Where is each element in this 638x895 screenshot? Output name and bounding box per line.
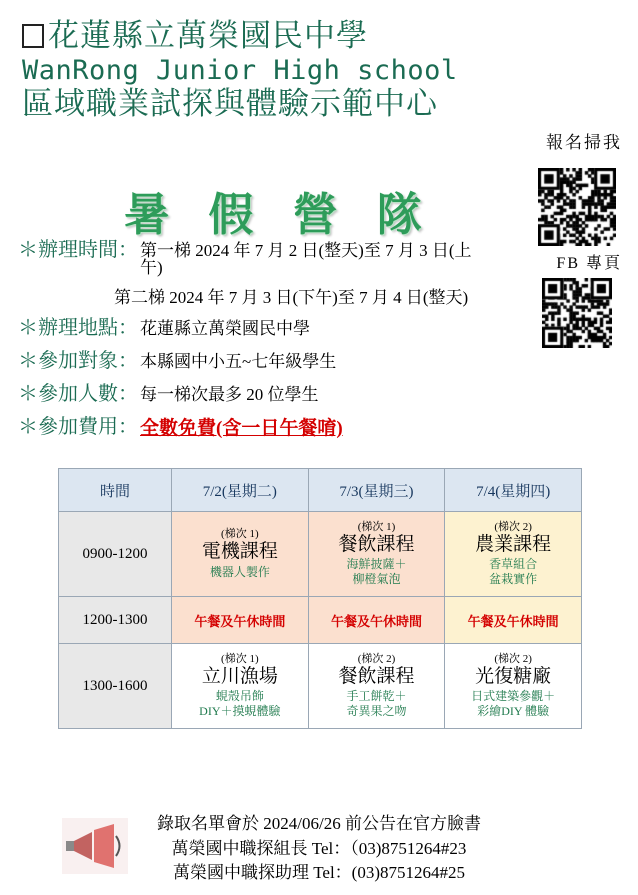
course-cell [445,512,582,597]
course-detail: 海鮮披薩＋ 柳橙氣泡 [346,557,407,587]
info-label-time: ＊辦理時間： [18,239,138,261]
course-tier: (梯次 1) [357,520,396,533]
course-tier: (梯次 2) [494,652,532,665]
info-value-fee: 全數免費(含一日午餐唷) [140,418,343,439]
course-detail: 日式建築參觀＋ 彩繪DIY 體驗 [471,689,556,719]
course-name: 餐飲課程 [338,665,415,687]
info-list [18,240,488,451]
fb-page-label: FB 專頁 [556,255,622,272]
footer-line-2: 萬榮國中職探組長 Tel：（03)8751264#23 [171,838,467,858]
row-time-label: 1300-1600 [59,644,172,729]
course-cell [308,644,445,729]
info-label-target: ＊參加對象： [18,350,138,372]
info-row-fee [18,417,488,438]
info-label-place: ＊辦理地點： [18,317,138,339]
column-header-day1: 7/2(星期二) [172,469,309,512]
course-name: 農業課程 [475,533,552,555]
course-cell [172,644,309,729]
course-detail: 機器人製作 [209,564,270,579]
column-header-day2: 7/3(星期三) [308,469,445,512]
course-name: 餐飲課程 [338,533,415,555]
course-tier: (梯次 1) [221,652,259,665]
footer-line-3: 萬榮國中職探助理 Tel：(03)8751264#25 [172,863,466,883]
info-row-place [18,318,488,338]
school-name-english: WanRong Junior High school [22,54,458,86]
info-row-time [18,240,488,276]
course-detail: 手工餅乾＋ 奇異果之吻 [346,689,407,719]
column-header-day3: 7/4(星期四) [445,469,582,512]
facebook-qr-code[interactable] [542,278,612,348]
course-tier: (梯次 2) [357,652,396,665]
info-value-place: 花蓮縣立萬榮國民中學 [140,319,310,338]
info-label-fee: ＊參加費用： [18,416,138,438]
info-value-target: 本縣國中小五~七年級學生 [140,352,337,371]
course-tier: (梯次 1) [221,528,259,541]
course-name: 電機課程 [201,541,278,563]
scan-me-label: 報名掃我 [546,133,622,152]
table-body [59,512,582,729]
registration-qr-code[interactable] [538,168,616,246]
checkbox-icon [22,24,44,48]
info-row-target [18,351,488,371]
row-time-label: 1200-1300 [59,597,172,644]
course-cell [308,512,445,597]
column-header-time: 時間 [59,469,172,512]
course-cell [445,644,582,729]
course-name: 光復糖廠 [475,665,552,687]
header [22,18,552,123]
info-value-count: 每一梯次最多 20 位學生 [140,385,319,404]
course-detail: 香草組合 盆栽實作 [489,557,538,587]
table-header-row [59,469,582,512]
info-label-count: ＊參加人數： [18,383,138,405]
page-title: 暑 假 營 隊 [124,190,436,240]
course-name: 立川漁場 [201,665,278,687]
row-time-label: 0900-1200 [59,512,172,597]
table-row [59,597,582,644]
lunch-cell: 午餐及午休時間 [308,597,445,644]
lunch-cell: 午餐及午休時間 [172,597,309,644]
footer-line-1: 錄取名單會於 2024/06/26 前公告在官方臉書 [157,814,481,833]
course-detail: 蜆殼吊飾 DIY＋摸蜆體驗 [199,689,281,719]
course-cell [172,512,309,597]
lunch-cell: 午餐及午休時間 [445,597,582,644]
info-value-time-1: 第一梯 2024 年 7 月 2 日(整天)至 7 月 3 日(上午) [140,241,472,277]
footer [0,812,638,886]
info-row-count [18,384,488,404]
course-tier: (梯次 2) [494,520,532,533]
table-row [59,644,582,729]
schedule-table [58,468,582,729]
center-name: 區域職業試探與體驗示範中心 [22,86,438,122]
table-row [59,512,582,597]
info-value-time-2: 第二梯 2024 年 7 月 3 日(下午)至 7 月 4 日(整天) [114,288,469,307]
school-name-chinese: 花蓮縣立萬榮國民中學 [22,18,552,55]
